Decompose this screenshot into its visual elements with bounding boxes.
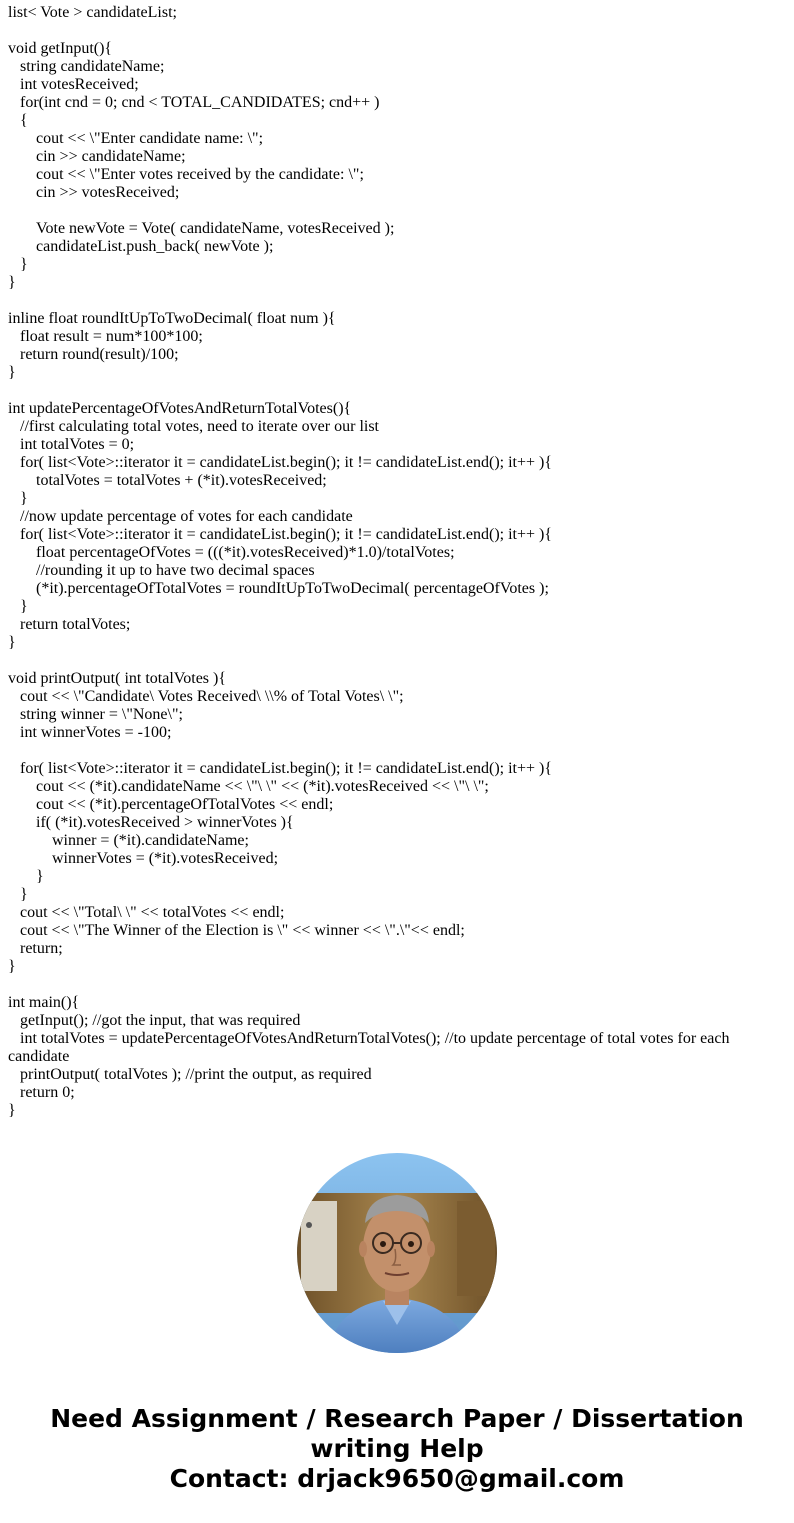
code-line: } — [8, 598, 28, 615]
code-line: winnerVotes = (*it).votesReceived; — [8, 850, 279, 867]
code-line: int updatePercentageOfVotesAndReturnTotalVotes(){ — [8, 400, 352, 417]
promo-contact-line: Contact: drjack9650@gmail.com — [169, 1464, 625, 1493]
code-line: } — [8, 1102, 16, 1119]
code-line: int totalVotes = 0; — [8, 436, 135, 453]
code-line: //now update percentage of votes for each candidate — [8, 508, 353, 525]
promo-banner — [0, 1404, 794, 1494]
code-line: int votesReceived; — [8, 76, 139, 93]
code-line: return 0; — [8, 1084, 75, 1101]
code-line: return; — [8, 940, 63, 957]
code-line: printOutput( totalVotes ); //print the output, as required — [8, 1066, 372, 1083]
code-line: cout << \"Candidate\ Votes Received\ \\% of Total Votes\ \"; — [8, 688, 404, 705]
code-line: } — [8, 886, 28, 903]
code-line: for( list<Vote>::iterator it = candidateList.begin(); it != candidateList.end(); it++ ){ — [8, 526, 553, 543]
code-line: candidateList.push_back( newVote ); — [8, 238, 274, 255]
author-avatar — [297, 1153, 497, 1353]
promo-line-2: writing Help — [310, 1434, 484, 1463]
code-line: getInput(); //got the input, that was required — [8, 1012, 301, 1029]
code-line: //first calculating total votes, need to iterate over our list — [8, 418, 379, 435]
code-line: cout << \"Enter candidate name: \"; — [8, 130, 264, 147]
code-line: cout << (*it).candidateName << \"\ \" << (*it).votesReceived << \"\ \"; — [8, 778, 489, 795]
code-line: for( list<Vote>::iterator it = candidateList.begin(); it != candidateList.end(); it++ ){ — [8, 454, 553, 471]
code-line — [8, 742, 788, 760]
code-line: return round(result)/100; — [8, 346, 179, 363]
code-line: } — [8, 490, 28, 507]
code-line: return totalVotes; — [8, 616, 131, 633]
code-line: int main(){ — [8, 994, 80, 1011]
code-line: cout << \"Total\ \" << totalVotes << endl; — [8, 904, 285, 921]
code-line: (*it).percentageOfTotalVotes = roundItUpToTwoDecimal( percentageOfVotes ); — [8, 580, 549, 597]
code-line: int winnerVotes = -100; — [8, 724, 172, 741]
code-listing — [8, 4, 788, 1120]
code-line: string winner = \"None\"; — [8, 706, 183, 723]
code-line: } — [8, 256, 28, 273]
code-line: int totalVotes = updatePercentageOfVotesAndReturnTotalVotes(); //to update percentage of total votes for each candidate — [8, 1030, 734, 1065]
code-line: float result = num*100*100; — [8, 328, 203, 345]
code-line: void getInput(){ — [8, 40, 113, 57]
code-line: inline float roundItUpToTwoDecimal( float num ){ — [8, 310, 336, 327]
code-line: } — [8, 364, 16, 381]
code-line: cin >> votesReceived; — [8, 184, 180, 201]
code-line: for(int cnd = 0; cnd < TOTAL_CANDIDATES; cnd++ ) — [8, 94, 380, 111]
code-line: list< Vote > candidateList; — [8, 4, 177, 21]
code-line — [8, 382, 788, 400]
code-line — [8, 22, 788, 40]
code-line: totalVotes = totalVotes + (*it).votesReceived; — [8, 472, 327, 489]
author-photo — [297, 1153, 497, 1353]
code-line — [8, 292, 788, 310]
code-line: void printOutput( int totalVotes ){ — [8, 670, 227, 687]
code-line: string candidateName; — [8, 58, 165, 75]
code-line: } — [8, 958, 16, 975]
code-line: cin >> candidateName; — [8, 148, 186, 165]
code-line — [8, 652, 788, 670]
code-line: Vote newVote = Vote( candidateName, votesReceived ); — [8, 220, 395, 237]
code-line: } — [8, 634, 16, 651]
code-line: for( list<Vote>::iterator it = candidateList.begin(); it != candidateList.end(); it++ ){ — [8, 760, 553, 777]
promo-line-1: Need Assignment / Research Paper / Dissertation — [50, 1404, 744, 1433]
code-line: { — [8, 112, 28, 129]
code-line: } — [8, 274, 16, 291]
code-line: //rounding it up to have two decimal spaces — [8, 562, 315, 579]
code-line — [8, 976, 788, 994]
code-line: float percentageOfVotes = (((*it).votesReceived)*1.0)/totalVotes; — [8, 544, 455, 561]
code-line: } — [8, 868, 44, 885]
code-line: if( (*it).votesReceived > winnerVotes ){ — [8, 814, 294, 831]
code-line: cout << (*it).percentageOfTotalVotes << endl; — [8, 796, 334, 813]
code-line — [8, 202, 788, 220]
code-line: winner = (*it).candidateName; — [8, 832, 249, 849]
code-line: cout << \"The Winner of the Election is \" << winner << \".\"<< endl; — [8, 922, 465, 939]
code-line: cout << \"Enter votes received by the candidate: \"; — [8, 166, 364, 183]
